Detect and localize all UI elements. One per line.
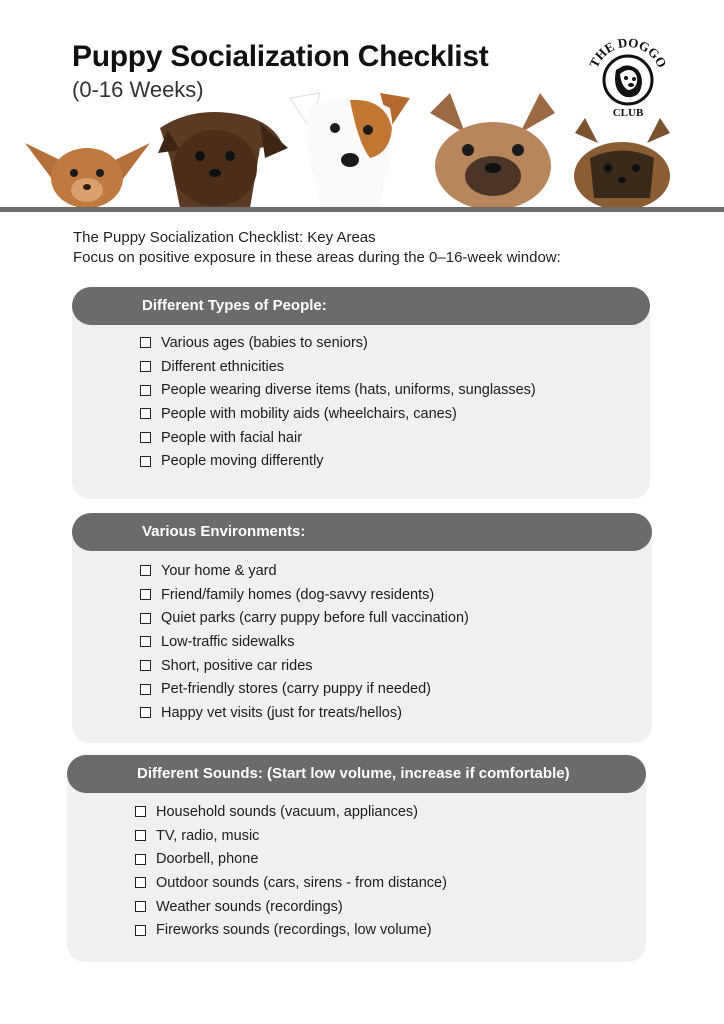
intro-text bbox=[73, 228, 561, 268]
checkbox-icon[interactable] bbox=[140, 408, 151, 419]
item-label: Happy vet visits (just for treats/hellos) bbox=[161, 704, 402, 721]
chihuahua-illustration bbox=[25, 143, 150, 208]
item-label: Different ethnicities bbox=[161, 358, 285, 375]
checkbox-icon[interactable] bbox=[140, 432, 151, 443]
item-label: People wearing diverse items (hats, uniforms, sunglasses) bbox=[161, 382, 536, 399]
checklist-item[interactable] bbox=[140, 355, 536, 379]
checklist-item[interactable] bbox=[140, 583, 469, 607]
item-label: Short, positive car rides bbox=[161, 657, 313, 674]
checklist-item[interactable] bbox=[140, 677, 469, 701]
checkbox-icon[interactable] bbox=[140, 589, 151, 600]
dog-photos-banner bbox=[20, 88, 704, 208]
section-sounds bbox=[67, 755, 646, 962]
item-label: Weather sounds (recordings) bbox=[156, 898, 343, 915]
checklist-item[interactable] bbox=[135, 871, 447, 895]
checklist-item[interactable] bbox=[135, 824, 447, 848]
checkbox-icon[interactable] bbox=[140, 565, 151, 576]
intro-line-2: Focus on positive exposure in these areas during the 0–16-week window: bbox=[73, 249, 561, 266]
item-label: People with mobility aids (wheelchairs, canes) bbox=[161, 405, 457, 422]
yorkshire-terrier-illustration bbox=[574, 118, 670, 208]
checklist-item[interactable] bbox=[140, 701, 469, 725]
item-label: Low-traffic sidewalks bbox=[161, 633, 295, 650]
griffon-illustration bbox=[158, 112, 288, 208]
french-bulldog-illustration bbox=[430, 93, 555, 208]
checklist-item[interactable] bbox=[140, 426, 536, 450]
checklist-item[interactable] bbox=[135, 918, 447, 942]
svg-text:THE DOGGO: THE DOGGO bbox=[586, 34, 670, 71]
section-heading: Various Environments: bbox=[72, 513, 652, 551]
checkbox-icon[interactable] bbox=[135, 830, 146, 841]
item-label: Your home & yard bbox=[161, 562, 277, 579]
item-label: Doorbell, phone bbox=[156, 851, 259, 868]
checkbox-icon[interactable] bbox=[135, 854, 146, 865]
checklist bbox=[135, 800, 447, 942]
checkbox-icon[interactable] bbox=[140, 707, 151, 718]
checkbox-icon[interactable] bbox=[140, 613, 151, 624]
checklist-item[interactable] bbox=[140, 331, 536, 355]
item-label: Pet-friendly stores (carry puppy if needed) bbox=[161, 681, 431, 698]
item-label: TV, radio, music bbox=[156, 827, 260, 844]
item-label: Household sounds (vacuum, appliances) bbox=[156, 803, 418, 820]
item-label: Outdoor sounds (cars, sirens - from distance) bbox=[156, 874, 447, 891]
checkbox-icon[interactable] bbox=[140, 636, 151, 647]
item-label: People moving differently bbox=[161, 453, 324, 470]
svg-text:CLUB: CLUB bbox=[612, 107, 644, 119]
checkbox-icon[interactable] bbox=[140, 385, 151, 396]
checklist-item[interactable] bbox=[140, 378, 536, 402]
jack-russell-illustration bbox=[290, 93, 410, 208]
checklist-item[interactable] bbox=[140, 559, 469, 583]
checkbox-icon[interactable] bbox=[135, 877, 146, 888]
checklist bbox=[140, 559, 469, 725]
checkbox-icon[interactable] bbox=[135, 806, 146, 817]
item-label: People with facial hair bbox=[161, 429, 303, 446]
section-people bbox=[72, 287, 650, 499]
section-environments bbox=[72, 513, 652, 743]
section-heading: Different Sounds: (Start low volume, increase if comfortable) bbox=[67, 755, 646, 793]
checklist-item[interactable] bbox=[140, 449, 536, 473]
checklist bbox=[140, 331, 536, 473]
checklist-item[interactable] bbox=[140, 630, 469, 654]
page-subtitle: (0-16 Weeks) bbox=[72, 77, 204, 102]
checklist-item[interactable] bbox=[135, 847, 447, 871]
header-divider bbox=[0, 207, 724, 212]
checkbox-icon[interactable] bbox=[135, 925, 146, 936]
checklist-item[interactable] bbox=[140, 606, 469, 630]
checkbox-icon[interactable] bbox=[140, 361, 151, 372]
section-heading: Different Types of People: bbox=[72, 287, 650, 325]
item-label: Fireworks sounds (recordings, low volume) bbox=[156, 922, 432, 939]
checkbox-icon[interactable] bbox=[140, 660, 151, 671]
item-label: Various ages (babies to seniors) bbox=[161, 334, 368, 351]
intro-line-1: The Puppy Socialization Checklist: Key Areas bbox=[73, 229, 376, 246]
item-label: Quiet parks (carry puppy before full vaccination) bbox=[161, 610, 469, 627]
checklist-item[interactable] bbox=[140, 654, 469, 678]
checklist-item[interactable] bbox=[135, 800, 447, 824]
checklist-item[interactable] bbox=[135, 895, 447, 919]
checkbox-icon[interactable] bbox=[135, 901, 146, 912]
item-label: Friend/family homes (dog-savvy residents) bbox=[161, 586, 435, 603]
checkbox-icon[interactable] bbox=[140, 684, 151, 695]
checkbox-icon[interactable] bbox=[140, 337, 151, 348]
checklist-item[interactable] bbox=[140, 402, 536, 426]
page-title: Puppy Socialization Checklist bbox=[72, 40, 489, 73]
checkbox-icon[interactable] bbox=[140, 456, 151, 467]
